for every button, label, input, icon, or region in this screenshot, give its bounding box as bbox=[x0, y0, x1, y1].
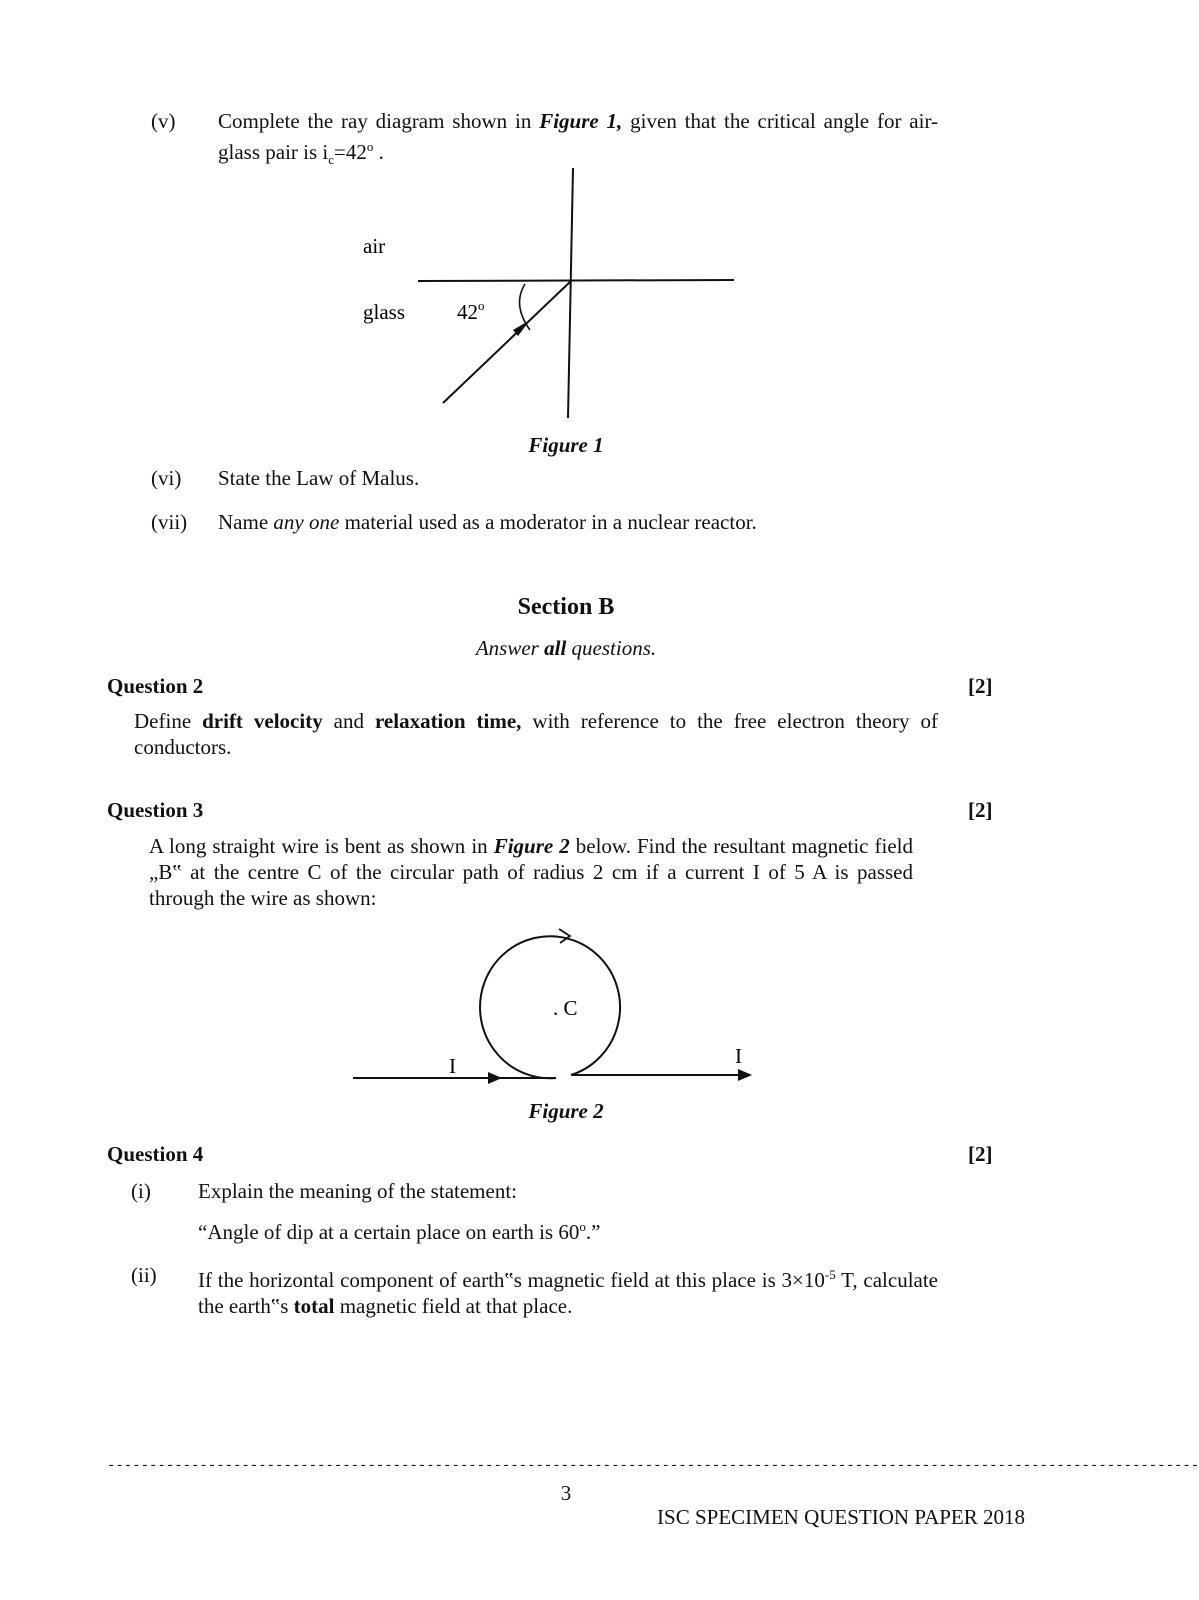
figure-2-caption: Figure 2 bbox=[528, 1099, 604, 1123]
interface-line bbox=[418, 280, 734, 281]
figure-1-ray-diagram bbox=[0, 160, 1132, 440]
label-angle: 42$^o$ bbox=[457, 298, 485, 324]
question-4-marks: [2] bbox=[968, 1142, 993, 1166]
question-4-ii-text: If the horizontal component of earth‟s magnetic field at this place is $3\times 10^{-5}$ T, calculate the earth‟s total magnetic field at that place. bbox=[198, 1267, 939, 1318]
footer-divider: ---------------------------------------------------------------------------------------------------------------------------------- bbox=[107, 1458, 1199, 1474]
question-3-heading: Question 3 bbox=[107, 798, 204, 822]
item-number-vi: (vi) bbox=[151, 466, 182, 490]
item-vii-text: Name any one material used as a moderator in a nuclear reactor. bbox=[218, 510, 757, 534]
question-4-i-quote: “Angle of dip at a certain place on earth is 60$^o$.” bbox=[198, 1219, 601, 1244]
figure-2-wire-diagram bbox=[0, 920, 1132, 1100]
question-2-marks: [2] bbox=[968, 674, 993, 698]
angle-arc bbox=[520, 284, 530, 330]
question-2-heading: Question 2 bbox=[107, 674, 204, 698]
section-b-title: Section B bbox=[517, 594, 615, 620]
label-current-right: I bbox=[735, 1044, 742, 1068]
current-arrow-right bbox=[738, 1069, 752, 1081]
page-number: 3 bbox=[560, 1481, 572, 1505]
question-4-i-text: Explain the meaning of the statement: bbox=[198, 1179, 517, 1203]
figure-1-caption: Figure 1 bbox=[528, 433, 604, 457]
normal-line bbox=[568, 168, 573, 418]
question-3-marks: [2] bbox=[968, 798, 993, 822]
question-4-heading: Question 4 bbox=[107, 1142, 204, 1166]
circular-loop bbox=[480, 936, 620, 1078]
item-vi-text: State the Law of Malus. bbox=[218, 466, 420, 490]
item-number-v: (v) bbox=[151, 109, 176, 133]
label-current-left: I bbox=[449, 1054, 456, 1078]
label-glass: glass bbox=[363, 300, 405, 324]
footer-title: ISC SPECIMEN QUESTION PAPER 2018 bbox=[657, 1505, 1025, 1529]
current-arrow-left bbox=[488, 1072, 502, 1084]
item-number-vii: (vii) bbox=[151, 510, 188, 534]
loop-direction-arrow bbox=[559, 929, 570, 943]
label-centre-c: . C bbox=[553, 996, 578, 1020]
question-3-text: A long straight wire is bent as shown in Figure 2 below. Find the resultant magnetic field „B‟ at the centre C of the circular path of radius 2 cm if a current I of 5 A is passed through the wire as shown: bbox=[149, 834, 914, 910]
item-v-text: Complete the ray diagram shown in Figure 1, given that the critical angle for air-glass pair is $i_c=42^o$ . bbox=[218, 109, 939, 168]
section-b-instruction: Answer all questions. bbox=[475, 636, 657, 660]
label-air: air bbox=[363, 234, 386, 258]
item-number-ii: (ii) bbox=[131, 1263, 157, 1287]
question-2-text: Define drift velocity and relaxation time, with reference to the free electron theory of conductors. bbox=[134, 709, 938, 759]
item-number-i: (i) bbox=[131, 1179, 151, 1203]
